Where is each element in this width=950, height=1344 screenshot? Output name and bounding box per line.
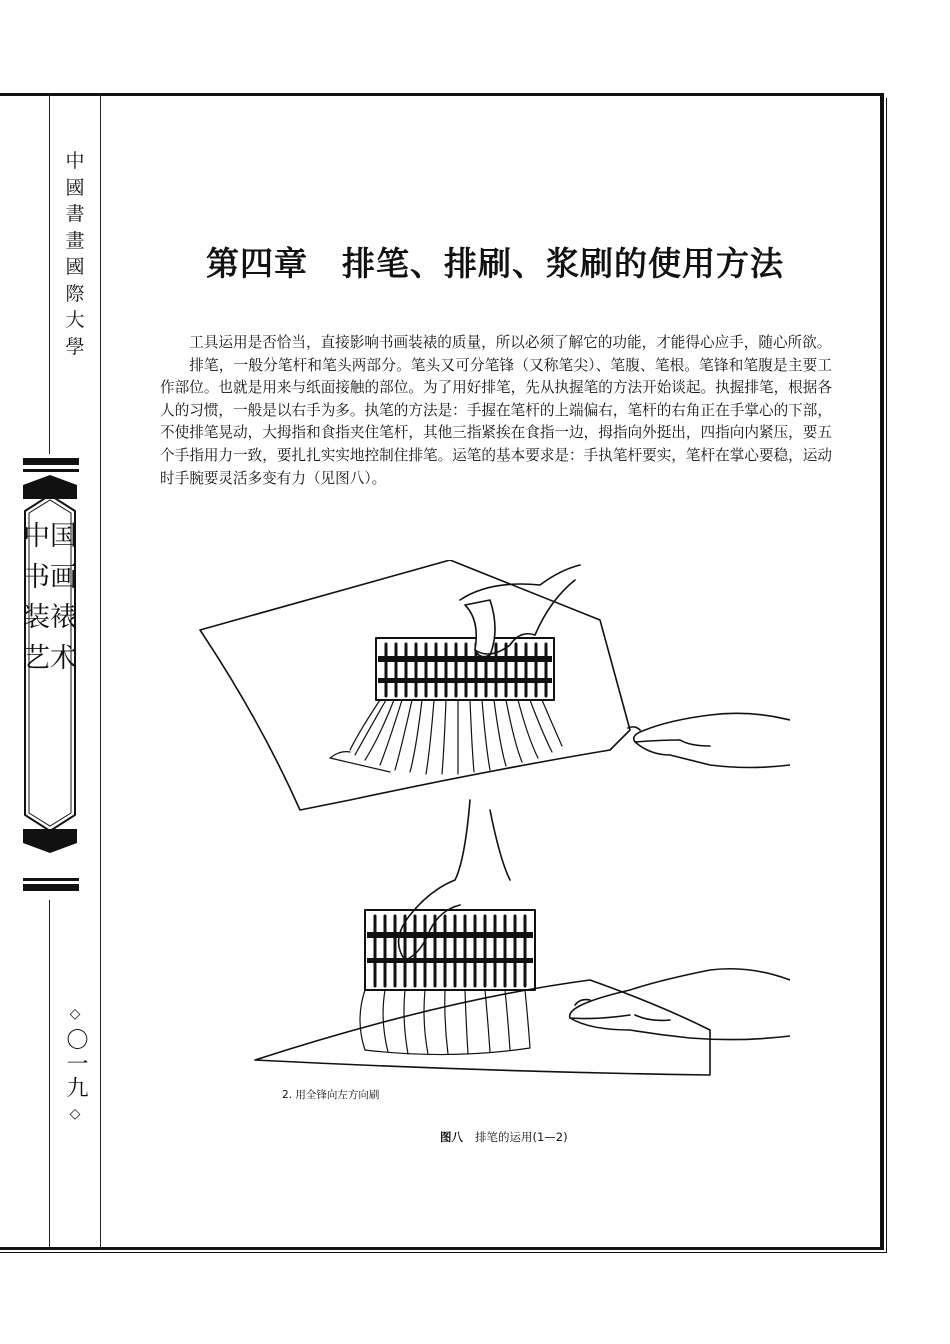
spine-bar-bottom-2 bbox=[23, 884, 79, 891]
page-frame-top bbox=[0, 93, 883, 96]
page-frame-bottom-inner bbox=[0, 1252, 887, 1253]
page-number-text: 〇一九 bbox=[63, 1028, 88, 1100]
spine-line-left-upper bbox=[49, 94, 50, 454]
figure-caption-label: 图八 bbox=[440, 1130, 463, 1144]
book-title: 中国书画装裱艺术 bbox=[23, 521, 77, 675]
spine-bar-bottom-1 bbox=[23, 878, 79, 881]
paragraph: 排笔，一般分笔杆和笔头两部分。笔头又可分笔锋（又称笔尖）、笔腹、笔根。笔锋和笔腹是主要工作部位。也就是用来与纸面接触的部位。为了用好排笔，先从执握笔的方法开始谈起。执握排笔，根据各人的习惯，一般是以右手为多。执笔的方法是：手握在笔杆的上端偏右，笔杆的右角正在手掌心的下部，不使排笔晃动，大拇指和食指夹住笔杆，其他三指紧挨在食指一边，拇指向外挺出，四指向内紧压，要五个手指用力一致，要扎扎实实地控制住排笔。运笔的基本要求是：手执笔杆要实，笔杆在掌心要稳，运动时手腕要灵活多变有力（见图八）。 bbox=[160, 356, 832, 487]
page-number bbox=[60, 1000, 90, 1128]
brush-usage-drawing bbox=[190, 560, 790, 1090]
paragraph: 工具运用是否恰当，直接影响书画装裱的质量，所以必须了解它的功能，才能得心应手，随心所欲。 bbox=[189, 334, 832, 351]
figure-caption-text: 排笔的运用(1—2) bbox=[475, 1130, 568, 1144]
brush-illustration bbox=[190, 560, 790, 1094]
series-title: 中國書畫國際大學 bbox=[65, 150, 85, 358]
spine-bar-top-2 bbox=[23, 469, 79, 472]
spine-line-right bbox=[100, 94, 101, 1250]
figure-sub-caption: 2. 用全锋向左方向刷 bbox=[282, 1089, 380, 1101]
body-text bbox=[160, 332, 832, 490]
spine-bar-top-1 bbox=[23, 458, 79, 465]
spine-line-left-lower bbox=[49, 900, 50, 1250]
diamond-icon: ◇ bbox=[69, 1006, 81, 1022]
page-frame-right-inner bbox=[886, 98, 887, 1252]
diamond-icon: ◇ bbox=[69, 1106, 81, 1122]
book-title-box bbox=[19, 497, 81, 845]
chapter-title: 第四章 排笔、排刷、浆刷的使用方法 bbox=[206, 244, 784, 283]
page-frame-right bbox=[880, 93, 884, 1250]
figure-caption bbox=[440, 1129, 568, 1145]
page-frame-bottom bbox=[0, 1247, 884, 1250]
